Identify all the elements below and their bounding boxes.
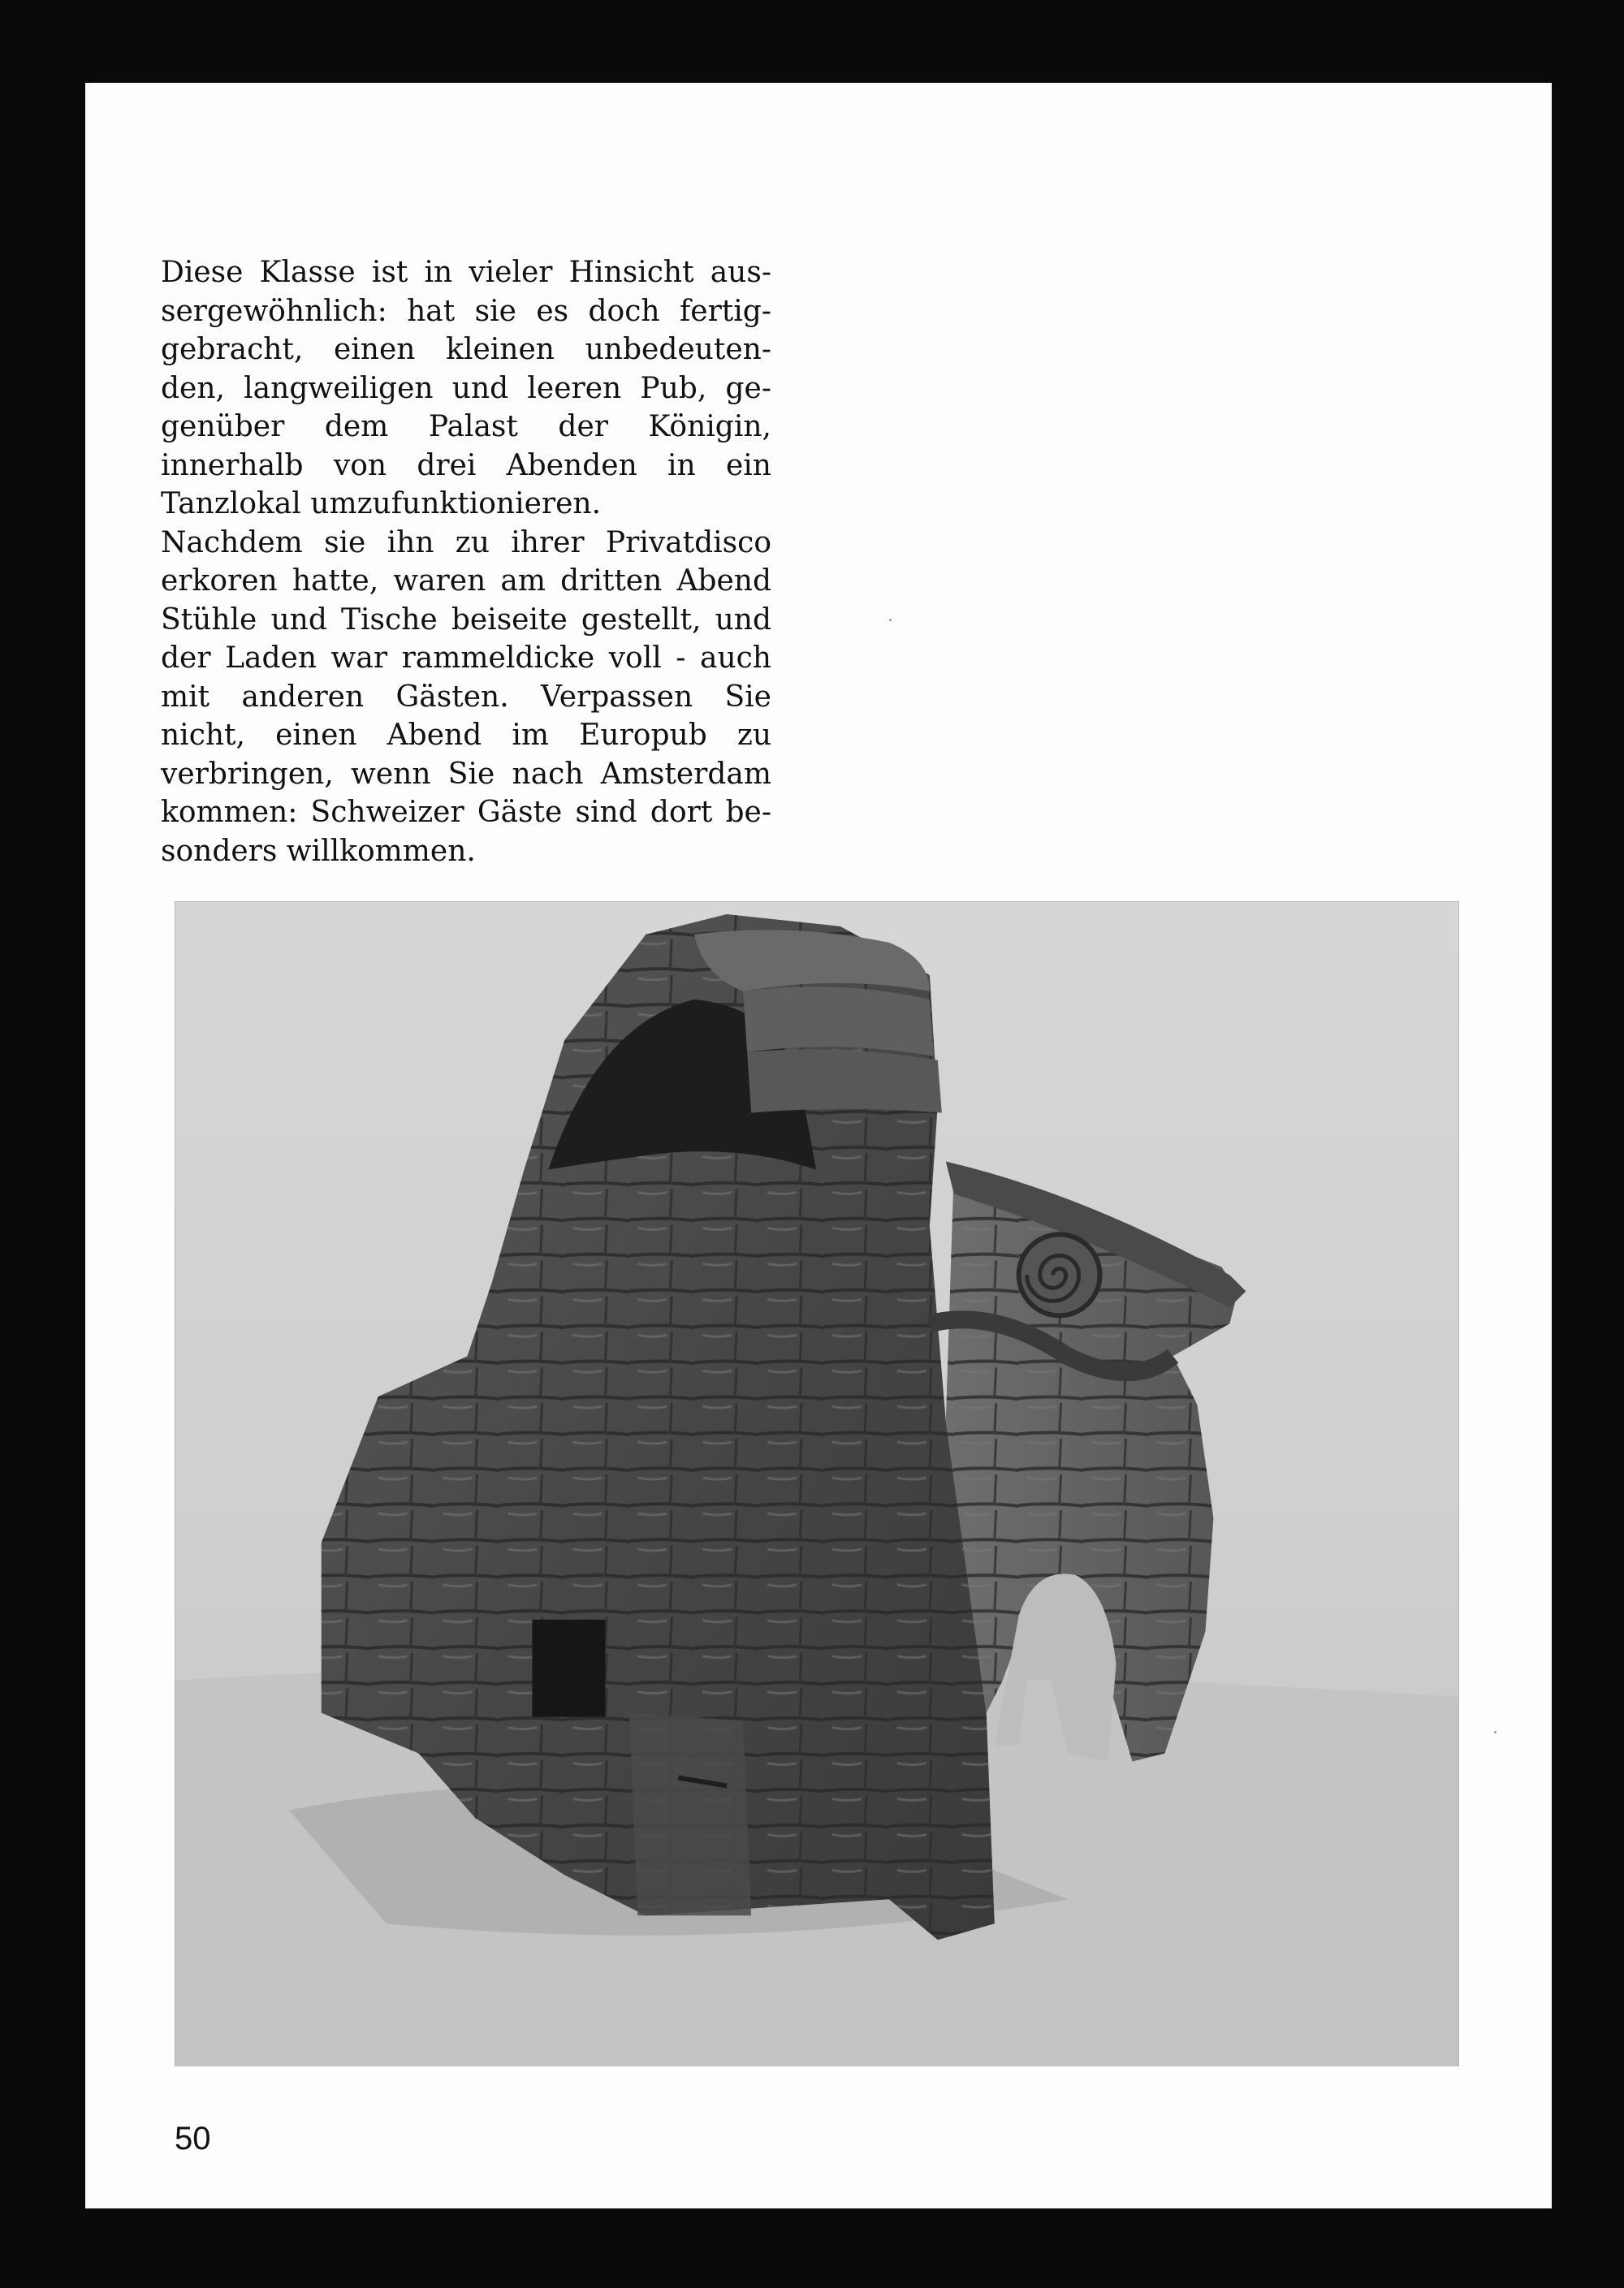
text-line: sergewöhnlich: hat sie es doch fertig- [161, 294, 771, 328]
text-line: innerhalb von drei Abenden in ein [161, 448, 771, 482]
text-line: verbringen, wenn Sie nach Amsterdam [161, 757, 771, 791]
article-text [161, 253, 771, 870]
page-number: 50 [175, 2121, 211, 2156]
text-line: genüber dem Palast der Königin, [161, 410, 771, 443]
text-line: gebracht, einen kleinen unbedeuten- [161, 333, 771, 366]
paragraph-1 [161, 253, 771, 524]
paragraph-2 [161, 524, 771, 871]
scan-speck [889, 619, 892, 621]
text-line: erkoren hatte, waren am dritten Abend [161, 564, 771, 598]
text-line: Diese Klasse ist in vieler Hinsicht aus- [161, 256, 771, 289]
sculpture-photo [175, 901, 1459, 2066]
document-page [85, 83, 1552, 2208]
text-line: Stühle und Tische beiseite gestellt, und [161, 602, 771, 637]
text-line: den, langweiligen und leeren Pub, ge- [161, 371, 771, 405]
text-line: Tanzlokal umzufunktionieren. [161, 487, 602, 520]
text-line: der Laden war rammeldicke voll - auch [161, 641, 771, 675]
scan-speck [1494, 1731, 1497, 1733]
text-line: nicht, einen Abend im Europub zu [161, 719, 771, 752]
clay-house-sculpture-image [175, 902, 1458, 2066]
text-line: kommen: Schweizer Gäste sind dort be- [161, 796, 771, 829]
text-line: sonders willkommen. [161, 834, 476, 868]
text-line: Nachdem sie ihn zu ihrer Privatdisco [161, 525, 771, 559]
text-line: mit anderen Gästen. Verpassen Sie [161, 680, 771, 714]
